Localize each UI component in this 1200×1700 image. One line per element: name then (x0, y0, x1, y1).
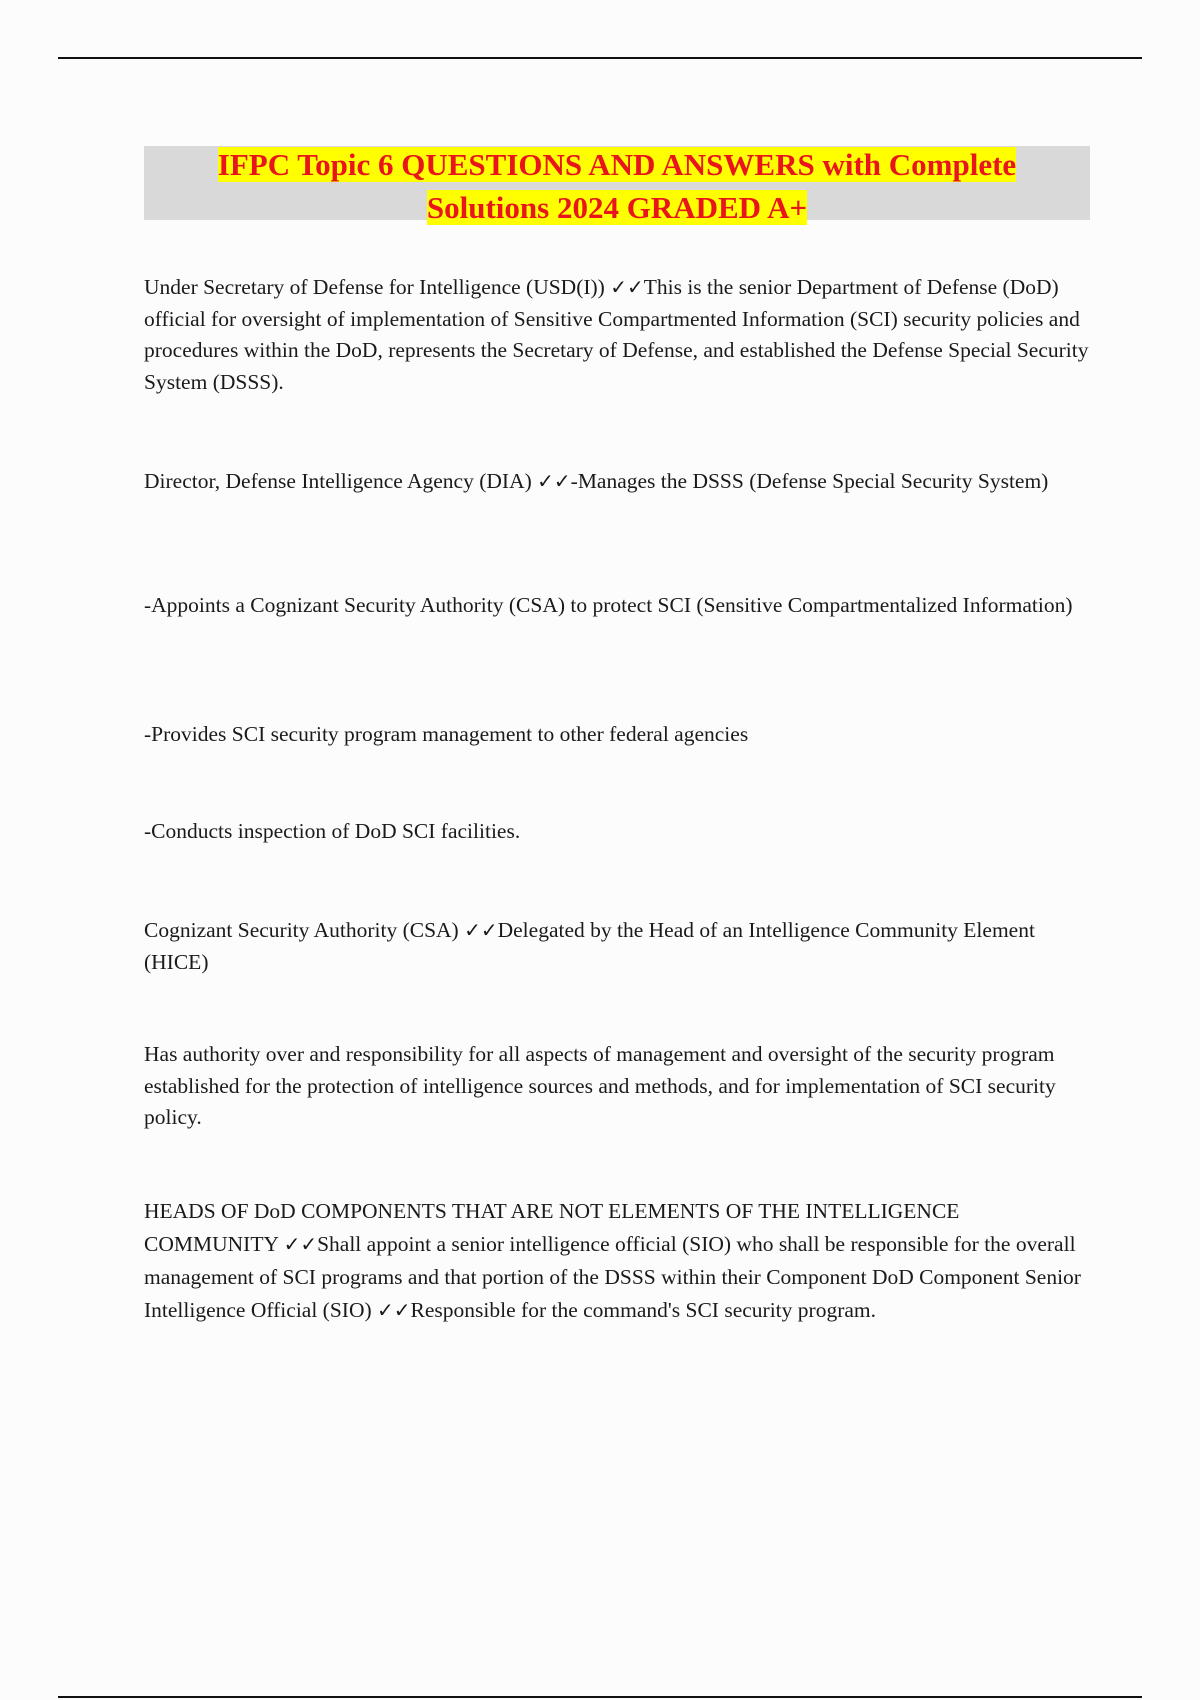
entry-text: -Provides SCI security program management to other federal agencies (144, 722, 749, 746)
qa-entry (144, 915, 1094, 978)
qa-entry (144, 1195, 1094, 1327)
top-rule (58, 57, 1142, 59)
check-mark-icon: ✓✓ (464, 918, 498, 942)
check-mark-icon: ✓✓ (610, 275, 644, 299)
document-title: IFPC Topic 6 QUESTIONS AND ANSWERS with Complete Solutions 2024 GRADED A+ (217, 147, 1017, 225)
entry-definition: -Manages the DSSS (Defense Special Security System) (570, 469, 1049, 493)
entry-definition: Shall appoint a senior intelligence official (SIO) who shall be responsible for the overall management of SCI programs and that portion of the DSSS within their Component (144, 1232, 1076, 1289)
entry-definition: Delegated by the Head of an Intelligence Community Element (HICE) (144, 918, 1035, 974)
check-mark-icon: ✓✓ (283, 1232, 318, 1256)
qa-entry (144, 272, 1094, 398)
entry-definition: This is the senior Department of Defense (DoD) official for oversight of implementation of Sensitive Compartmented Information (SCI) security policies and procedures within the DoD, represents the Secretary of Defense, and established the Defense Special Security System (DSSS). (144, 275, 1089, 394)
entry-definition: Responsible for the command's SCI security program. (410, 1298, 876, 1322)
check-mark-icon: ✓✓ (377, 1298, 411, 1322)
entry-term: Cognizant Security Authority (CSA) (144, 918, 459, 942)
entry-term: Director, Defense Intelligence Agency (DIA) (144, 469, 532, 493)
entry-term: Under Secretary of Defense for Intelligence (USD(I)) (144, 275, 605, 299)
entry-term: DoD Component Senior Intelligence Official (SIO) (144, 1265, 1081, 1322)
title-banner (144, 146, 1090, 225)
check-mark-icon: ✓✓ (537, 469, 571, 493)
qa-entry (144, 466, 1094, 498)
bottom-rule (58, 1696, 1142, 1698)
entry-term: HEADS OF DoD COMPONENTS THAT ARE NOT ELEMENTS OF THE INTELLIGENCE COMMUNITY (144, 1199, 960, 1256)
entry-text: Has authority over and responsibility for all aspects of management and oversight of the security program established for the protection of intelligence sources and methods, and for implementation of SCI security policy. (144, 1042, 1056, 1129)
entry-text: -Appoints a Cognizant Security Authority (CSA) to protect SCI (Sensitive Compartmentalized Information) (144, 593, 1073, 617)
entry-text: -Conducts inspection of DoD SCI facilities. (144, 819, 521, 843)
